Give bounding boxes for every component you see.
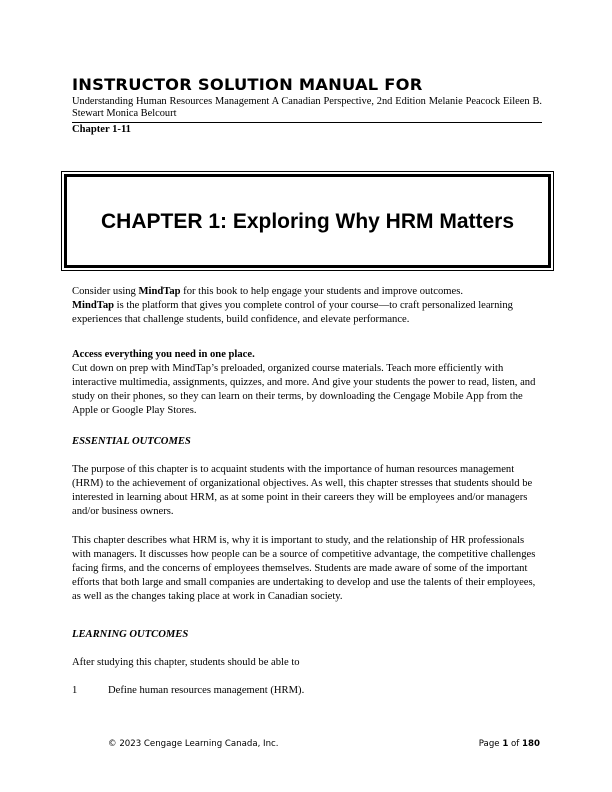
intro-text-1: Consider using [72, 286, 139, 297]
page-current: 1 [502, 739, 509, 749]
page-of: of [508, 739, 523, 749]
essential-paragraph-1: The purpose of this chapter is to acquaint students with the importance of human resources management (HRM) to the achievement of organizational objectives. As well, this chapter stresses that students should be interested in learning about HRM, as at some point in their careers they will be employees and/or managers and/or business owners. [72, 464, 533, 517]
manual-title: INSTRUCTOR SOLUTION MANUAL FOR [72, 75, 423, 94]
mindtap-bold-2: MindTap [72, 300, 115, 311]
learning-outcomes-heading: LEARNING OUTCOMES [72, 629, 189, 640]
access-heading: Access everything you need in one place. [72, 349, 255, 360]
access-paragraph [72, 348, 540, 418]
page-total: 180 [522, 739, 540, 749]
intro-text-2: for this book to help engage your students and improve outcomes. [180, 286, 463, 297]
chapter-heading: CHAPTER 1: Exploring Why HRM Matters [100, 210, 515, 233]
mindtap-bold-1: MindTap [138, 286, 181, 297]
learning-intro: After studying this chapter, students should be able to [72, 657, 300, 668]
chapter-range: Chapter 1-11 [72, 124, 131, 135]
book-subtitle: Understanding Human Resources Management A Canadian Perspective, 2nd Edition Melanie Peacock Eileen B. Stewart Monica Belcourt [72, 96, 542, 119]
essential-paragraph-2: This chapter describes what HRM is, why it is important to study, and the relationship of HR professionals with managers. It discusses how people can be a source of competitive advantage, the competitive challenges facing firms, and the concerns of employees themselves. Students are made aware of some of the important efforts that both large and small companies are undertaking to develop and use the talents of their employees, as well as the changes taking place at work in Canadian society. [72, 535, 536, 602]
essential-outcomes-heading: ESSENTIAL OUTCOMES [72, 436, 191, 447]
access-body: Cut down on prep with MindTap’s preloaded, organized course materials. Teach more efficiently with interactive multimedia, assignments, quizzes, and more. And give your students the power to read, listen, and study on their phones, so they can learn on their terms, by downloading the Cengage Mobile App from the Apple or Google Play Stores. [72, 363, 536, 416]
header-divider [72, 122, 542, 123]
mindtap-intro-paragraph [72, 285, 540, 327]
intro-text-3: is the platform that gives you complete control of your course—to craft personalized learning experiences that challenge students, build confidence, and elevate performance. [72, 300, 513, 325]
list-item-number: 1 [72, 685, 78, 696]
list-item-text: Define human resources management (HRM). [108, 685, 305, 696]
footer-page-number [479, 739, 540, 749]
footer-copyright: © 2023 Cengage Learning Canada, Inc. [108, 739, 279, 749]
page-label: Page [478, 739, 503, 749]
chapter-title-box [64, 174, 551, 268]
